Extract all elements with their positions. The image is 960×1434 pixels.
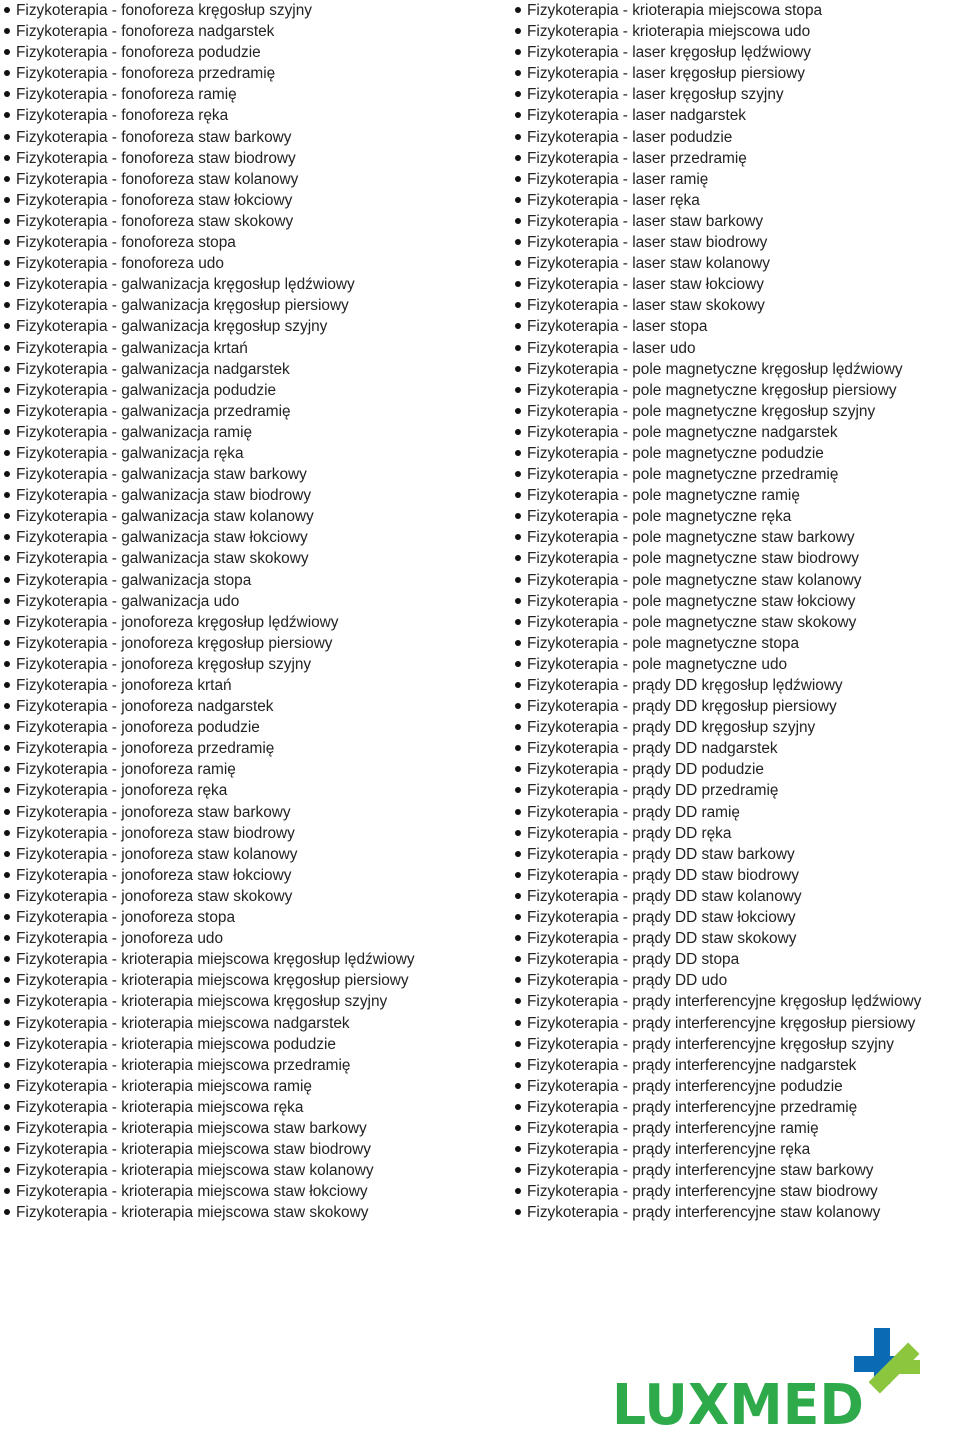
list-item: Fizykoterapia - laser udo [527, 338, 936, 359]
list-item: Fizykoterapia - pole magnetyczne przedramię [527, 464, 936, 485]
luxmed-logo [612, 1326, 924, 1428]
list-item: Fizykoterapia - krioterapia miejscowa nadgarstek [16, 1013, 425, 1034]
list-item: Fizykoterapia - fonoforeza staw kolanowy [16, 169, 425, 190]
list-item: Fizykoterapia - prądy interferencyjne staw barkowy [527, 1160, 936, 1181]
list-item: Fizykoterapia - pole magnetyczne nadgarstek [527, 422, 936, 443]
list-item: Fizykoterapia - laser staw barkowy [527, 211, 936, 232]
list-item: Fizykoterapia - galwanizacja kręgosłup piersiowy [16, 295, 425, 316]
list-item: Fizykoterapia - laser staw łokciowy [527, 274, 936, 295]
list-item: Fizykoterapia - galwanizacja staw skokowy [16, 548, 425, 569]
list-item: Fizykoterapia - laser nadgarstek [527, 105, 936, 126]
list-item: Fizykoterapia - krioterapia miejscowa stopa [527, 0, 936, 21]
list-item: Fizykoterapia - jonoforeza ramię [16, 759, 425, 780]
list-item: Fizykoterapia - fonoforeza udo [16, 253, 425, 274]
list-item: Fizykoterapia - galwanizacja ramię [16, 422, 425, 443]
list-item: Fizykoterapia - fonoforeza ręka [16, 105, 425, 126]
list-item: Fizykoterapia - galwanizacja kręgosłup lędźwiowy [16, 274, 425, 295]
list-item: Fizykoterapia - prądy interferencyjne kręgosłup szyjny [527, 1034, 936, 1055]
list-item: Fizykoterapia - prądy interferencyjne staw biodrowy [527, 1181, 936, 1202]
list-item: Fizykoterapia - krioterapia miejscowa ramię [16, 1076, 425, 1097]
list-item: Fizykoterapia - jonoforeza staw kolanowy [16, 844, 425, 865]
list-item: Fizykoterapia - krioterapia miejscowa podudzie [16, 1034, 425, 1055]
list-item: Fizykoterapia - pole magnetyczne stopa [527, 633, 936, 654]
service-list-right [527, 0, 936, 1223]
list-item: Fizykoterapia - fonoforeza staw łokciowy [16, 190, 425, 211]
list-item: Fizykoterapia - jonoforeza staw biodrowy [16, 823, 425, 844]
list-item: Fizykoterapia - jonoforeza staw barkowy [16, 802, 425, 823]
list-item: Fizykoterapia - pole magnetyczne ramię [527, 485, 936, 506]
list-item: Fizykoterapia - krioterapia miejscowa staw skokowy [16, 1202, 425, 1223]
list-item: Fizykoterapia - prądy DD kręgosłup szyjny [527, 717, 936, 738]
list-item: Fizykoterapia - jonoforeza kręgosłup piersiowy [16, 633, 425, 654]
list-item: Fizykoterapia - pole magnetyczne kręgosłup lędźwiowy [527, 359, 936, 380]
list-item: Fizykoterapia - prądy DD staw łokciowy [527, 907, 936, 928]
list-item: Fizykoterapia - galwanizacja ręka [16, 443, 425, 464]
list-item: Fizykoterapia - laser kręgosłup szyjny [527, 84, 936, 105]
list-item: Fizykoterapia - prądy DD nadgarstek [527, 738, 936, 759]
logo-wordmark: LUXMED [612, 1373, 864, 1428]
list-item: Fizykoterapia - krioterapia miejscowa staw biodrowy [16, 1139, 425, 1160]
list-item: Fizykoterapia - jonoforeza staw łokciowy [16, 865, 425, 886]
list-item: Fizykoterapia - prądy interferencyjne ramię [527, 1118, 936, 1139]
list-item: Fizykoterapia - fonoforeza stopa [16, 232, 425, 253]
list-item: Fizykoterapia - prądy interferencyjne staw kolanowy [527, 1202, 936, 1223]
list-item: Fizykoterapia - prądy DD staw barkowy [527, 844, 936, 865]
list-item: Fizykoterapia - jonoforeza ręka [16, 780, 425, 801]
list-item: Fizykoterapia - krioterapia miejscowa kręgosłup szyjny [16, 991, 425, 1012]
service-list-left [16, 0, 425, 1223]
list-item: Fizykoterapia - jonoforeza udo [16, 928, 425, 949]
list-item: Fizykoterapia - laser staw kolanowy [527, 253, 936, 274]
list-item: Fizykoterapia - pole magnetyczne ręka [527, 506, 936, 527]
list-item: Fizykoterapia - galwanizacja stopa [16, 570, 425, 591]
list-item: Fizykoterapia - pole magnetyczne kręgosłup szyjny [527, 401, 936, 422]
list-item: Fizykoterapia - galwanizacja staw biodrowy [16, 485, 425, 506]
list-item: Fizykoterapia - pole magnetyczne staw barkowy [527, 527, 936, 548]
list-item: Fizykoterapia - prądy DD ramię [527, 802, 936, 823]
list-item: Fizykoterapia - krioterapia miejscowa przedramię [16, 1055, 425, 1076]
list-item: Fizykoterapia - jonoforeza podudzie [16, 717, 425, 738]
list-item: Fizykoterapia - krioterapia miejscowa staw łokciowy [16, 1181, 425, 1202]
list-item: Fizykoterapia - prądy interferencyjne kręgosłup lędźwiowy [527, 991, 936, 1012]
list-item: Fizykoterapia - pole magnetyczne staw biodrowy [527, 548, 936, 569]
list-item: Fizykoterapia - pole magnetyczne udo [527, 654, 936, 675]
list-item: Fizykoterapia - laser kręgosłup lędźwiowy [527, 42, 936, 63]
list-item: Fizykoterapia - prądy interferencyjne podudzie [527, 1076, 936, 1097]
list-item: Fizykoterapia - prądy interferencyjne ręka [527, 1139, 936, 1160]
list-item: Fizykoterapia - prądy interferencyjne kręgosłup piersiowy [527, 1013, 936, 1034]
list-item: Fizykoterapia - krioterapia miejscowa udo [527, 21, 936, 42]
list-item: Fizykoterapia - prądy DD staw skokowy [527, 928, 936, 949]
list-item: Fizykoterapia - laser stopa [527, 316, 936, 337]
list-item: Fizykoterapia - prądy DD stopa [527, 949, 936, 970]
list-item: Fizykoterapia - fonoforeza przedramię [16, 63, 425, 84]
list-item: Fizykoterapia - galwanizacja nadgarstek [16, 359, 425, 380]
list-item: Fizykoterapia - jonoforeza kręgosłup lędźwiowy [16, 612, 425, 633]
list-item: Fizykoterapia - jonoforeza stopa [16, 907, 425, 928]
list-item: Fizykoterapia - laser ramię [527, 169, 936, 190]
list-item: Fizykoterapia - galwanizacja kręgosłup szyjny [16, 316, 425, 337]
list-item: Fizykoterapia - galwanizacja podudzie [16, 380, 425, 401]
list-item: Fizykoterapia - fonoforeza nadgarstek [16, 21, 425, 42]
list-item: Fizykoterapia - laser podudzie [527, 127, 936, 148]
list-item: Fizykoterapia - fonoforeza staw skokowy [16, 211, 425, 232]
list-item: Fizykoterapia - jonoforeza krtań [16, 675, 425, 696]
list-item: Fizykoterapia - galwanizacja staw barkowy [16, 464, 425, 485]
list-item: Fizykoterapia - fonoforeza ramię [16, 84, 425, 105]
list-item: Fizykoterapia - krioterapia miejscowa kręgosłup lędźwiowy [16, 949, 425, 970]
list-item: Fizykoterapia - galwanizacja przedramię [16, 401, 425, 422]
list-item: Fizykoterapia - krioterapia miejscowa kręgosłup piersiowy [16, 970, 425, 991]
list-item: Fizykoterapia - laser staw skokowy [527, 295, 936, 316]
list-item: Fizykoterapia - jonoforeza nadgarstek [16, 696, 425, 717]
list-item: Fizykoterapia - laser staw biodrowy [527, 232, 936, 253]
list-item: Fizykoterapia - pole magnetyczne kręgosłup piersiowy [527, 380, 936, 401]
list-item: Fizykoterapia - fonoforeza podudzie [16, 42, 425, 63]
list-item: Fizykoterapia - krioterapia miejscowa staw kolanowy [16, 1160, 425, 1181]
list-item: Fizykoterapia - krioterapia miejscowa ręka [16, 1097, 425, 1118]
list-item: Fizykoterapia - prądy DD udo [527, 970, 936, 991]
list-item: Fizykoterapia - galwanizacja staw kolanowy [16, 506, 425, 527]
list-item: Fizykoterapia - fonoforeza staw barkowy [16, 127, 425, 148]
list-item: Fizykoterapia - prądy DD ręka [527, 823, 936, 844]
list-item: Fizykoterapia - laser kręgosłup piersiowy [527, 63, 936, 84]
list-item: Fizykoterapia - krioterapia miejscowa staw barkowy [16, 1118, 425, 1139]
list-item: Fizykoterapia - jonoforeza staw skokowy [16, 886, 425, 907]
list-item: Fizykoterapia - prądy DD przedramię [527, 780, 936, 801]
list-item: Fizykoterapia - prądy interferencyjne przedramię [527, 1097, 936, 1118]
list-item: Fizykoterapia - pole magnetyczne podudzie [527, 443, 936, 464]
list-item: Fizykoterapia - jonoforeza przedramię [16, 738, 425, 759]
list-item: Fizykoterapia - pole magnetyczne staw skokowy [527, 612, 936, 633]
list-item: Fizykoterapia - prądy DD kręgosłup piersiowy [527, 696, 936, 717]
list-item: Fizykoterapia - prądy interferencyjne nadgarstek [527, 1055, 936, 1076]
list-item: Fizykoterapia - prądy DD kręgosłup lędźwiowy [527, 675, 936, 696]
list-item: Fizykoterapia - laser przedramię [527, 148, 936, 169]
list-item: Fizykoterapia - pole magnetyczne staw kolanowy [527, 570, 936, 591]
list-item: Fizykoterapia - galwanizacja udo [16, 591, 425, 612]
list-item: Fizykoterapia - galwanizacja krtań [16, 338, 425, 359]
list-item: Fizykoterapia - fonoforeza staw biodrowy [16, 148, 425, 169]
luxmed-logo-graphic [612, 1326, 924, 1428]
list-item: Fizykoterapia - pole magnetyczne staw łokciowy [527, 591, 936, 612]
list-item: Fizykoterapia - prądy DD podudzie [527, 759, 936, 780]
list-item: Fizykoterapia - fonoforeza kręgosłup szyjny [16, 0, 425, 21]
list-item: Fizykoterapia - galwanizacja staw łokciowy [16, 527, 425, 548]
list-item: Fizykoterapia - jonoforeza kręgosłup szyjny [16, 654, 425, 675]
list-item: Fizykoterapia - prądy DD staw kolanowy [527, 886, 936, 907]
list-item: Fizykoterapia - laser ręka [527, 190, 936, 211]
list-item: Fizykoterapia - prądy DD staw biodrowy [527, 865, 936, 886]
